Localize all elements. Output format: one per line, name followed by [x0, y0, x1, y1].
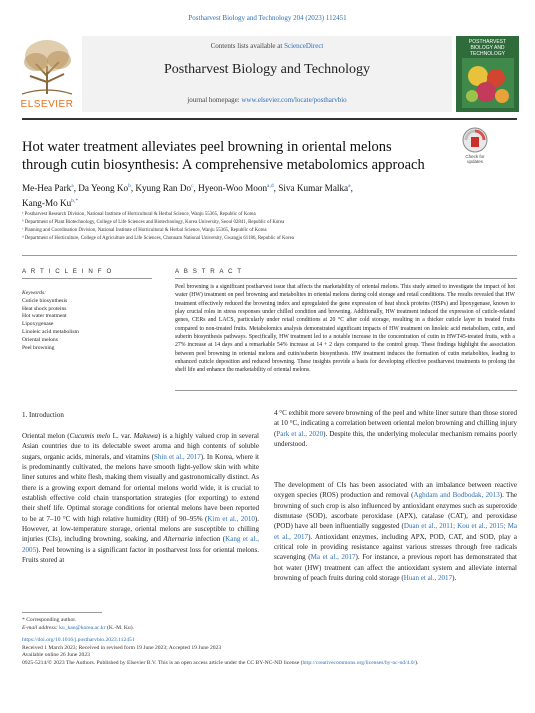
keyword: Lipoxygenase	[22, 321, 54, 328]
body-text: ). The browning of such crop is also influenced by antioxidant enzymes such as superoxide dismutase (SOD), ascorbate peroxidase (APX), catalase (CAT), and peroxidase (POD) have all been influentially suggested (	[274, 491, 518, 531]
author[interactable]	[278, 183, 350, 193]
abstract-text: Peel browning is a significant postharvest issue that affects the marketability of oriental melons. This study aimed to investigate the impact of hot water (HW) treatment on peel browning and metabolites in oriental melons during cold storage and retail conditions. The results revealed that HW treatment effectively reduced the browning index and upregulated the gene expression of heat shock proteins (HSPs) and lipoxygenase, known to play crucial roles in stress responses under chilled condition and browning. Additionally, HW treatment induced the expression of cuticle-related genes, CERs and LACS, particularly under retail conditions at 20 °C after cold storage, resulting in a thicker cuticle layer in treated fruits compared to non-treated fruits. Metabolomics analysis demonstrated significant impacts of HW treatment on linoleic acid metabolism, cutin, and suberin biosynthesis pathways. Specifically, HW treatment led to a notable increase in the concentration of cutin in HWT45-treated fruits, with a 27% increase at 14 days and a remarkable 54% increase at 14 + 2 days compared to the control group. These findings highlight the association between peel browning in oriental melons and cutin/suberin biosynthesis. HW treatment induces the formation of cutin metabolites, leading to enhanced cuticle deposition and reduced browning. These insights provide a basis for developing effective postharvest treatments to prolong the shelf life and enhance the marketability of oriental melons.	[175, 284, 515, 374]
author[interactable]	[22, 183, 74, 193]
author-name: Da Yeong Ko	[78, 183, 129, 194]
author-name: Hyeon-Woo Moon	[198, 183, 268, 194]
article-title: Hot water treatment alleviates peel browning in oriental melons through cutin biosynthesis: A comprehensive metabolomics approach	[22, 139, 425, 173]
homepage-line	[82, 96, 452, 104]
elsevier-tree-icon	[16, 36, 78, 96]
email-line	[22, 625, 517, 633]
intro-right-paragraph-2	[274, 480, 517, 583]
journal-reference[interactable]: Postharvest Biology and Technology 204 (2023) 112451	[188, 14, 347, 22]
italic-text: Cucumis melo	[69, 432, 111, 440]
body-text: infection (	[192, 535, 226, 544]
elsevier-wordmark: ELSEVIER	[20, 99, 74, 110]
italic-text: Alternaria	[163, 535, 193, 544]
license-suffix: ).	[415, 659, 419, 666]
citation-link[interactable]: Kim et al., 2010	[207, 514, 255, 523]
keywords-block	[22, 290, 132, 352]
check-updates-icon	[460, 126, 490, 154]
keyword: Oriental melons	[22, 336, 58, 343]
author[interactable]	[22, 198, 78, 208]
article-info-heading: A R T I C L E I N F O	[22, 268, 113, 275]
body-text: ). Antioxidant enzymes, including APX, POD, CAT, and SOD, play a critical role in providing resistance against various stresses through free radicals scavenging (	[274, 532, 517, 562]
intro-right-paragraph-1	[274, 408, 517, 449]
affiliation: ᵃ Postharvest Research Division, National Institute of Horticultural & Herbal Science, Wanju 55365, Republic of Korea	[22, 212, 256, 217]
keyword: Hot water treatment	[22, 313, 67, 320]
body-text: L. var.	[110, 432, 134, 440]
keywords-label: Keywords:	[22, 290, 47, 296]
journal-banner	[82, 36, 452, 112]
abstract-heading: A B S T R A C T	[175, 268, 243, 275]
cover-title: POSTHARVEST BIOLOGY AND TECHNOLOGY	[468, 39, 507, 57]
author-affil-marker[interactable]: b,*	[71, 198, 79, 205]
author-affil-marker[interactable]: a,d	[267, 183, 274, 189]
email-label: E-mail address:	[22, 624, 60, 631]
italic-text: Makuwa	[133, 432, 158, 440]
body-text: ). However, at low-temperature storage, oriental melons are susceptible to chilling injuries (CIs), including browning, soaking, and	[22, 514, 259, 544]
email-suffix: (K.-M. Ku).	[105, 624, 134, 631]
contents-line	[82, 42, 452, 50]
journal-name: Postharvest Biology and Technology	[163, 62, 371, 77]
affiliation-divider	[22, 255, 517, 256]
author-affil-marker[interactable]: a	[71, 183, 74, 189]
abstract-end-rule	[175, 390, 517, 391]
abstract-rule	[175, 278, 517, 279]
author[interactable]	[135, 183, 193, 193]
citation-link[interactable]: Aghdam and Bodbodak, 2013	[413, 491, 500, 500]
footnote-rule	[22, 612, 102, 613]
citation-link[interactable]: Huan et al., 2017	[403, 574, 453, 583]
keyword: Linoleic acid metabolism	[22, 328, 79, 335]
body-text: ). In Korea, where it is predominantly cultivated, the melons have smooth light-yellow skin with white liner sutures and white flesh, making them visually and gastronomically distinct. As there is a growing export demand for oriental melons world wide, it is crucial to establish effective cold chain transportation strategies (for exporting) to extend their shelf life. Optimal storage conditions for oriental melons have been reported to be at 7–10 °C with high relative humidity (RH) of 90–95% (	[22, 452, 259, 523]
author[interactable]	[198, 183, 274, 193]
citation-link[interactable]: Shin et al., 2017	[154, 452, 201, 461]
author-name: Kyung Ran Do	[135, 183, 192, 194]
intro-left-column	[22, 431, 259, 565]
license-link[interactable]: http://creativecommons.org/licenses/by-nc-nd/4.0/	[302, 659, 416, 666]
sciencedirect-link[interactable]: ScienceDirect	[284, 42, 324, 50]
license-line	[22, 660, 517, 668]
author-affil-marker[interactable]: c	[191, 183, 194, 189]
check-updates-label: Check for updates	[465, 154, 485, 164]
keyword: Heat shock proteins	[22, 305, 67, 312]
citation-link[interactable]: Park et al., 2020	[276, 429, 324, 438]
affiliation: ᵇ Department of Plant Biotechnology, College of Life Sciences and Biotechnology, Korea University, Seoul 02841, Republic of Korea	[22, 220, 285, 225]
keyword: Peel browning	[22, 344, 55, 351]
article-info-rule	[22, 278, 152, 279]
body-text: ). For instance, a previous report has demonstrated that hot water (HW) treatment can affect the antioxidant system and alleviate internal browning of peach fruits during cold storage (	[274, 553, 517, 583]
doi-link[interactable]: https://doi.org/10.1016/j.postharvbio.2023.112451	[22, 637, 135, 643]
author[interactable]	[78, 183, 131, 193]
received-dates: Received 1 March 2023; Received in revised form 19 June 2023; Accepted 19 June 2023	[22, 644, 222, 651]
elsevier-logo[interactable]	[16, 36, 78, 108]
journal-cover[interactable]	[456, 36, 519, 112]
body-text: ) is a highly valued crop in several Asian countries due to its delectable sweet aroma and high contents of soluble sugars, organic acids, minerals, and vitamins (	[22, 432, 259, 461]
body-text: Oriental melon (	[22, 432, 70, 440]
body-text: The development of CIs has been associated with an imbalance between reactive oxygen species (ROS) production and removal (	[274, 481, 517, 500]
author-affil-marker[interactable]: a	[348, 183, 351, 189]
header-divider	[22, 118, 517, 120]
intro-heading: 1. Introduction	[22, 411, 64, 419]
citation-link[interactable]: Duan et al., 2011; Kou et al., 2015; Ma et al., 2017	[274, 522, 517, 541]
contents-prefix: Contents lists available at	[210, 42, 285, 50]
author-list: Me-Hea Park$^a$, Da Yeong Ko$^b$, Kyung Ran Do$^c$, Hyeon-Woo Moon$^{a,d}$, Siva Kumar Malka$^a$, Kang-Mo $Ku^{b,*}$	[22, 183, 353, 209]
journal-header	[16, 36, 519, 112]
citation-link[interactable]: Ma et al., 2017	[310, 553, 356, 562]
body-text: ).	[452, 574, 457, 583]
footnotes	[22, 617, 517, 632]
cover-fruit-image	[462, 58, 514, 108]
affiliations	[22, 211, 512, 243]
author-affil-marker[interactable]: b	[128, 183, 131, 189]
body-text: ). Peel browning is a significant factor in postharvest loss for oriental melons. Fruits stored at	[22, 545, 259, 565]
license-prefix: 0925-5214/© 2023 The Authors. Published by Elsevier B.V. This is an open access article under the CC BY-NC-ND license (	[22, 659, 303, 666]
homepage-prefix: journal homepage:	[187, 96, 242, 104]
keyword: Cuticle biosynthesis	[22, 297, 68, 304]
body-text: 4 °C exhibit more severe browning of the peel and white liner suture than those stored at 10 °C, indicating a correlation between oriental melon browning and chilling injury (	[274, 409, 517, 438]
email-link[interactable]: ku_kan@korea.ac.kr	[59, 624, 106, 631]
check-for-updates-badge[interactable]	[460, 126, 490, 164]
publication-info	[22, 637, 517, 667]
homepage-link[interactable]: www.elsevier.com/locate/postharvbio	[241, 96, 347, 104]
author-name: Siva Kumar Malka	[278, 183, 349, 194]
author-name: Me-Hea Park	[22, 183, 72, 194]
corresponding-author-note: * Corresponding author.	[22, 617, 77, 623]
available-online: Available online 26 June 2023	[22, 652, 90, 659]
affiliation: ᶜ Planning and Coordination Division, National Institute of Horticultural & Herbal Science, Wanju 55365, Republic of Korea	[22, 228, 267, 233]
affiliation: ᵈ Department of Horticulture, College of Agriculture and Life Sciences, Chonnam National University, Gwangju 61186, Republic of Korea	[22, 236, 294, 241]
citation-link[interactable]: Kang et al., 2005	[22, 535, 260, 554]
body-text: ). Despite this, the underlying molecular mechanism remains poorly understood.	[274, 429, 517, 449]
author-name: Kang-Mo Ku	[22, 198, 72, 209]
